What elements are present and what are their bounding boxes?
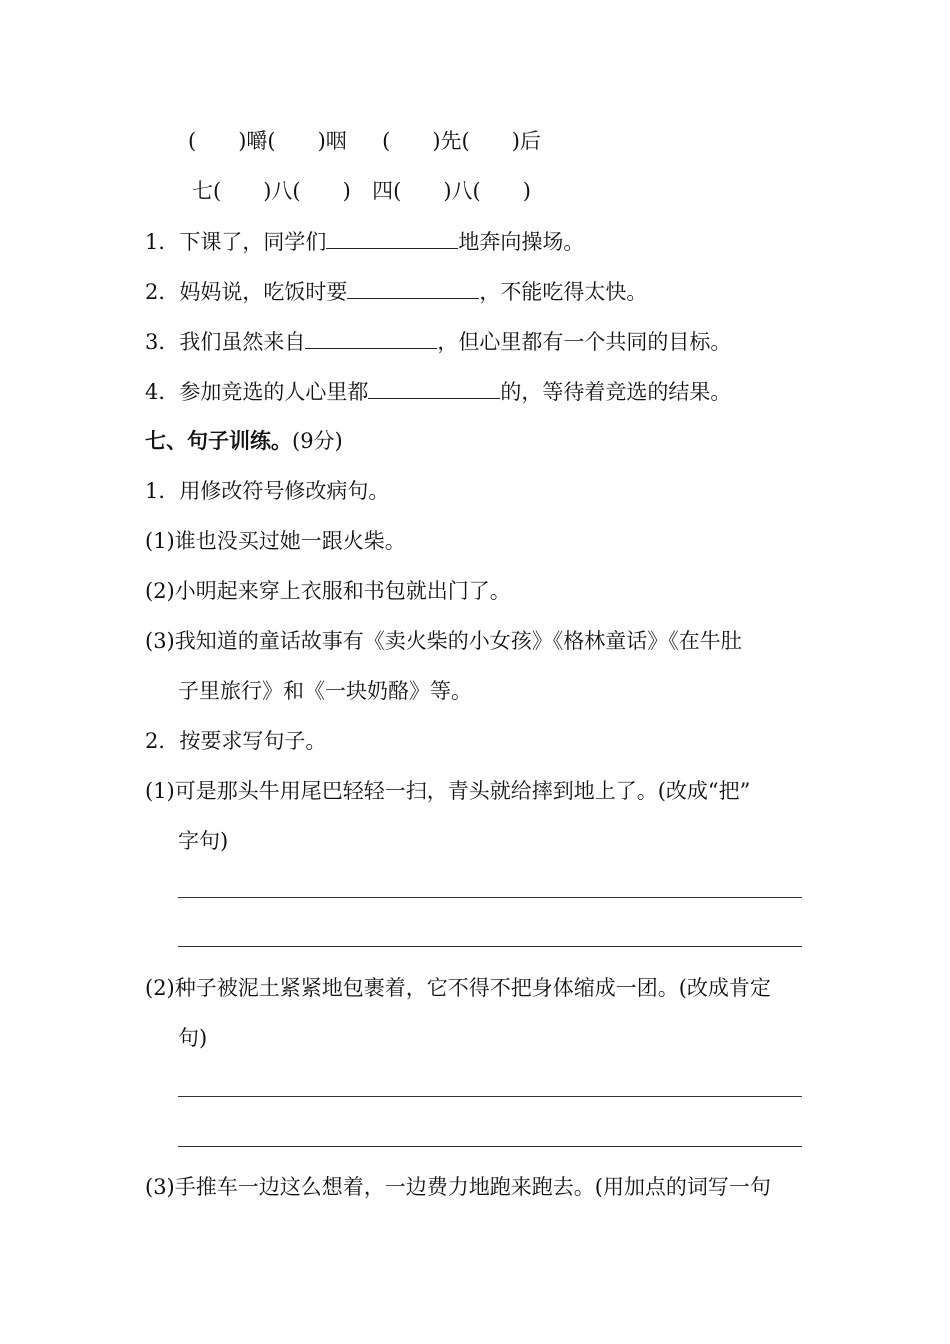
section-heading — [145, 426, 343, 456]
sentence-before: 参加竞选的人心里都 — [179, 380, 369, 404]
sentence-after: ，不能吃得太快。 — [479, 280, 648, 304]
part2-q1-line1: (1)可是那头牛用尾巴轻轻一扫，青头就给摔到地上了。(改成“把” — [145, 779, 751, 803]
item-number: 1． — [145, 230, 180, 254]
answer-blank[interactable] — [326, 226, 458, 249]
part2-q3-line1: (3)手推车一边这么想着，一边费力地跑来跑去。(用加点的词写一句 — [145, 1175, 771, 1199]
sentence-after: ，但心里都有一个共同的目标。 — [437, 330, 732, 354]
sentence-after: 地奔向操场。 — [458, 230, 585, 254]
fill-sentence-4 — [145, 376, 731, 407]
idiom-item: ( )嚼( )咽 — [188, 129, 347, 153]
part1-title: 1．用修改符号修改病句。 — [145, 479, 390, 503]
fill-sentence-3 — [145, 326, 731, 357]
part2-title: 2．按要求写句子。 — [145, 729, 327, 753]
item-number: 2． — [145, 280, 180, 304]
section-title: 七、句子训练。 — [145, 429, 292, 453]
part1-item-1: (1)谁也没买过她一跟火柴。 — [145, 529, 406, 553]
part1-item-2: (2)小明起来穿上衣服和书包就出门了。 — [145, 579, 511, 603]
answer-blank[interactable] — [368, 376, 500, 399]
idiom-row-2 — [192, 176, 531, 206]
sentence-after: 的，等待着竞选的结果。 — [500, 380, 732, 404]
part1-item-3-cont: 子里旅行》和《一块奶酪》等。 — [178, 679, 472, 703]
sentence-before: 妈妈说，吃饭时要 — [179, 280, 348, 304]
part2-q1-line2: 字句) — [178, 829, 229, 853]
answer-line[interactable] — [178, 897, 802, 898]
part2-q2-line2: 句) — [178, 1026, 208, 1050]
answer-line[interactable] — [178, 1096, 802, 1097]
sentence-before: 我们虽然来自 — [179, 330, 306, 354]
part2-q2-line1: (2)种子被泥土紧紧地包裹着，它不得不把身体缩成一团。(改成肯定 — [145, 976, 771, 1000]
fill-sentence-1 — [145, 226, 584, 257]
part1-item-3: (3)我知道的童话故事有《卖火柴的小女孩》《格林童话》《在牛肚 — [145, 629, 742, 653]
idiom-item: 四( )八( ) — [372, 179, 531, 203]
fill-sentence-2 — [145, 276, 647, 307]
idiom-item: 七( )八( ) — [192, 179, 351, 203]
idiom-item: ( )先( )后 — [382, 129, 541, 153]
sentence-before: 下课了，同学们 — [179, 230, 327, 254]
answer-blank[interactable] — [305, 326, 437, 349]
idiom-row-1 — [188, 126, 541, 156]
item-number: 4． — [145, 380, 180, 404]
section-score: (9分) — [292, 429, 343, 453]
answer-line[interactable] — [178, 1146, 802, 1147]
answer-blank[interactable] — [347, 276, 479, 299]
item-number: 3． — [145, 330, 180, 354]
answer-line[interactable] — [178, 946, 802, 947]
